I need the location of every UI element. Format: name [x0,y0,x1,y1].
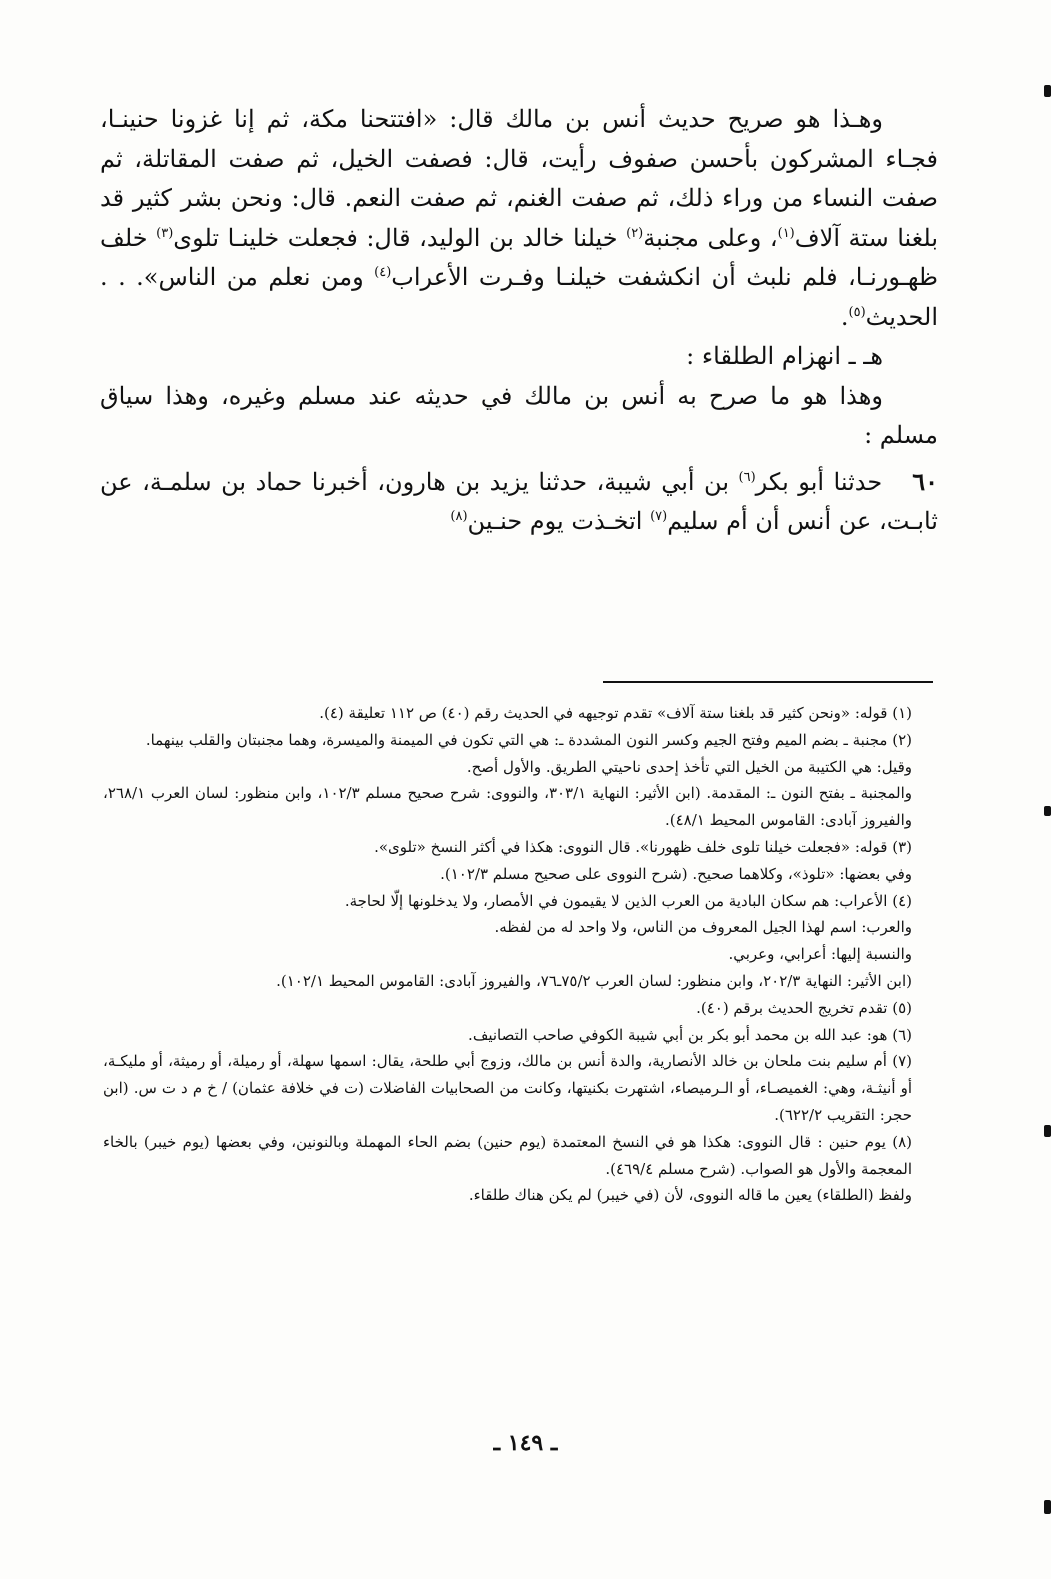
text-segment: وهـذا هو صريح حديث أنس بن مالك قال: «افتتحنا مكة، ثم إنا غزونا حنينـا، فجـاء المشركون بأحسن صفوف رأيت، قال: فصفت الخيل، ثم صفت المقاتلة، ثم صفت النساء من وراء ذلك، ثم صفت الغنم، ثم صفت النعم. قال: ونحن بشر كثير قد بلغنا ستة آلاف [100,105,939,252]
scan-edge-mark [1044,1125,1051,1137]
footnote: (ابن الأثير: النهاية ٢٠٢/٣، وابن منظور: لسان العرب ٧٥/٢ـ٧٦، والفيروز آبادى: القاموس المحيط ١٠٢/١). [276,971,912,990]
text-segment: اتخـذت يوم حنـين [467,507,651,535]
text-segment: حدثنا أبو بكر [755,467,883,496]
footnote-ref-3[interactable]: (٣) [156,225,174,241]
text-segment: بن أبي شيبة، حدثنا يزيد بن هارون، أخبرنا حماد بن سلمـة، عن ثابـت، عن أنس أن أم سليم [100,467,938,535]
footnote: (٣) قوله: «فجعلت خيلنا تلوى خلف ظهورنا». قال النووى: هكذا في أكثر النسخ «تلوى». [374,837,912,856]
footnote-separator [603,681,933,683]
footnote-ref-5[interactable]: (٥) [848,304,866,320]
footnote: ولفظ (الطلقاء) يعين ما قاله النووى، لأن (في خيبر) لم يكن هناك طلقاء. [468,1186,912,1205]
footnotes [103,700,936,1209]
text-segment: خيلنا خالد بن الوليد، قال: فجعلت خلينـا تلوى [173,223,627,252]
text-segment: . [840,302,849,331]
footnote: (٧) أم سليم بنت ملحان بن خالد الأنصارية، والدة أنس بن مالك، وزوج أبي طلحة، يقال: اسمها سهلة، أو رميلة، أو رميثة، أو مليكـة، أو أنيثـة، وهي: الغميصـاء، أو الـرميصاء، اشتهرت بكنيتها، وكانت من الصحابيات الفاضلات (ت في خلافة عثمان) / خ م د ت س. (ابن حجر: التقريب ٦٢٢/٢). [103,1052,912,1124]
footnote: (٨) يوم حنين : قال النووى: هكذا هو في النسخ المعتمدة (يوم حنين) بضم الحاء المهملة وبالنونين، وفي بعضها (يوم خيبر) بالخاء المعجمة والأول هو الصواب. (شرح مسلم ٤٦٩/٤). [103,1132,912,1178]
footnote: (٥) تقدم تخريج الحديث برقم (٤٠). [696,998,912,1017]
footnote-ref-6[interactable]: (٦) [738,469,756,485]
footnote: (٤) الأعراب: هم سكان البادية من العرب الذين لا يقيمون في الأمصار، ولا يدخلونها إلّا لحاجة. [344,891,912,910]
footnote-ref-7[interactable]: (٧) [650,509,668,524]
footnote: والمجنبة ـ بفتح النون ـ: المقدمة. (ابن الأثير: النهاية ٣٠٣/١، والنووى: شرح صحيح مسلم ١٠٢/٣، وابن منظور: لسان العرب ٢٦٨/١، والفيروز آبادى: القاموس المحيط ٤٨/١). [103,784,913,830]
text-segment: ومن نعلم من الناس». . . الحديث [100,263,938,331]
footnote: وقيل: هي الكتيبة من الخيل التي تأخذ إحدى ناحيتي الطريق. والأول أصح. [466,757,912,776]
hadith-number: ٦٠ [912,466,938,496]
footnote-ref-8[interactable]: (٨) [450,509,468,524]
paragraph-intro: وهذا هو ما صرح به أنس بن مالك في حديثه عند مسلم وغيره، وهذا سياق مسلم : [100,381,938,449]
footnote: (١) قوله: «ونحن كثير قد بلغنا ستة آلاف» تقدم توجيهه في الحديث رقم (٤٠) ص ١١٢ تعليقة (٤). [319,704,912,722]
footnote-ref-1[interactable]: (١) [777,225,795,241]
section-heading: هـ ـ انهزام الطلقاء : [686,342,883,370]
footnote-ref-2[interactable]: (٢) [626,225,644,241]
paragraph-hadith-60 [100,462,938,542]
scan-edge-mark [1044,806,1051,816]
footnote: والعرب: اسم لهذا الجيل المعروف من الناس، ولا واحد له من لفظه. [494,918,912,937]
scan-edge-mark [1044,1500,1051,1514]
footnote-ref-4[interactable]: (٤) [374,265,392,280]
footnote: والنسبة إليها: أعرابي، وعربي. [728,945,912,964]
footnote: (٢) مجنبة ـ بضم الميم وفتح الجيم وكسر النون المشددة ـ: هي التي تكون في الميمنة والميسرة، وهما مجنبتان والقلب بينهما. [145,730,912,749]
paragraph-anas-hadith [100,100,938,337]
page-number: ـ ١٤٩ ـ [493,1430,558,1456]
scan-edge-mark [1044,85,1051,97]
text-segment: ، وعلى مجنبة [643,223,778,252]
footnote: (٦) هو: عبد الله بن محمد أبو بكر بن أبي شيبة الكوفي صاحب التصانيف. [468,1025,912,1044]
footnote: وفي بعضها: «تلوذ»، وكلاهما صحيح. (شرح النووى على صحيح مسلم ١٠٢/٣). [440,864,912,883]
text-segment: خلف ظهـورنـا، فلم نلبث أن انكشفت خيلنـا وفـرت الأعراب [100,223,938,291]
main-text [100,100,938,542]
